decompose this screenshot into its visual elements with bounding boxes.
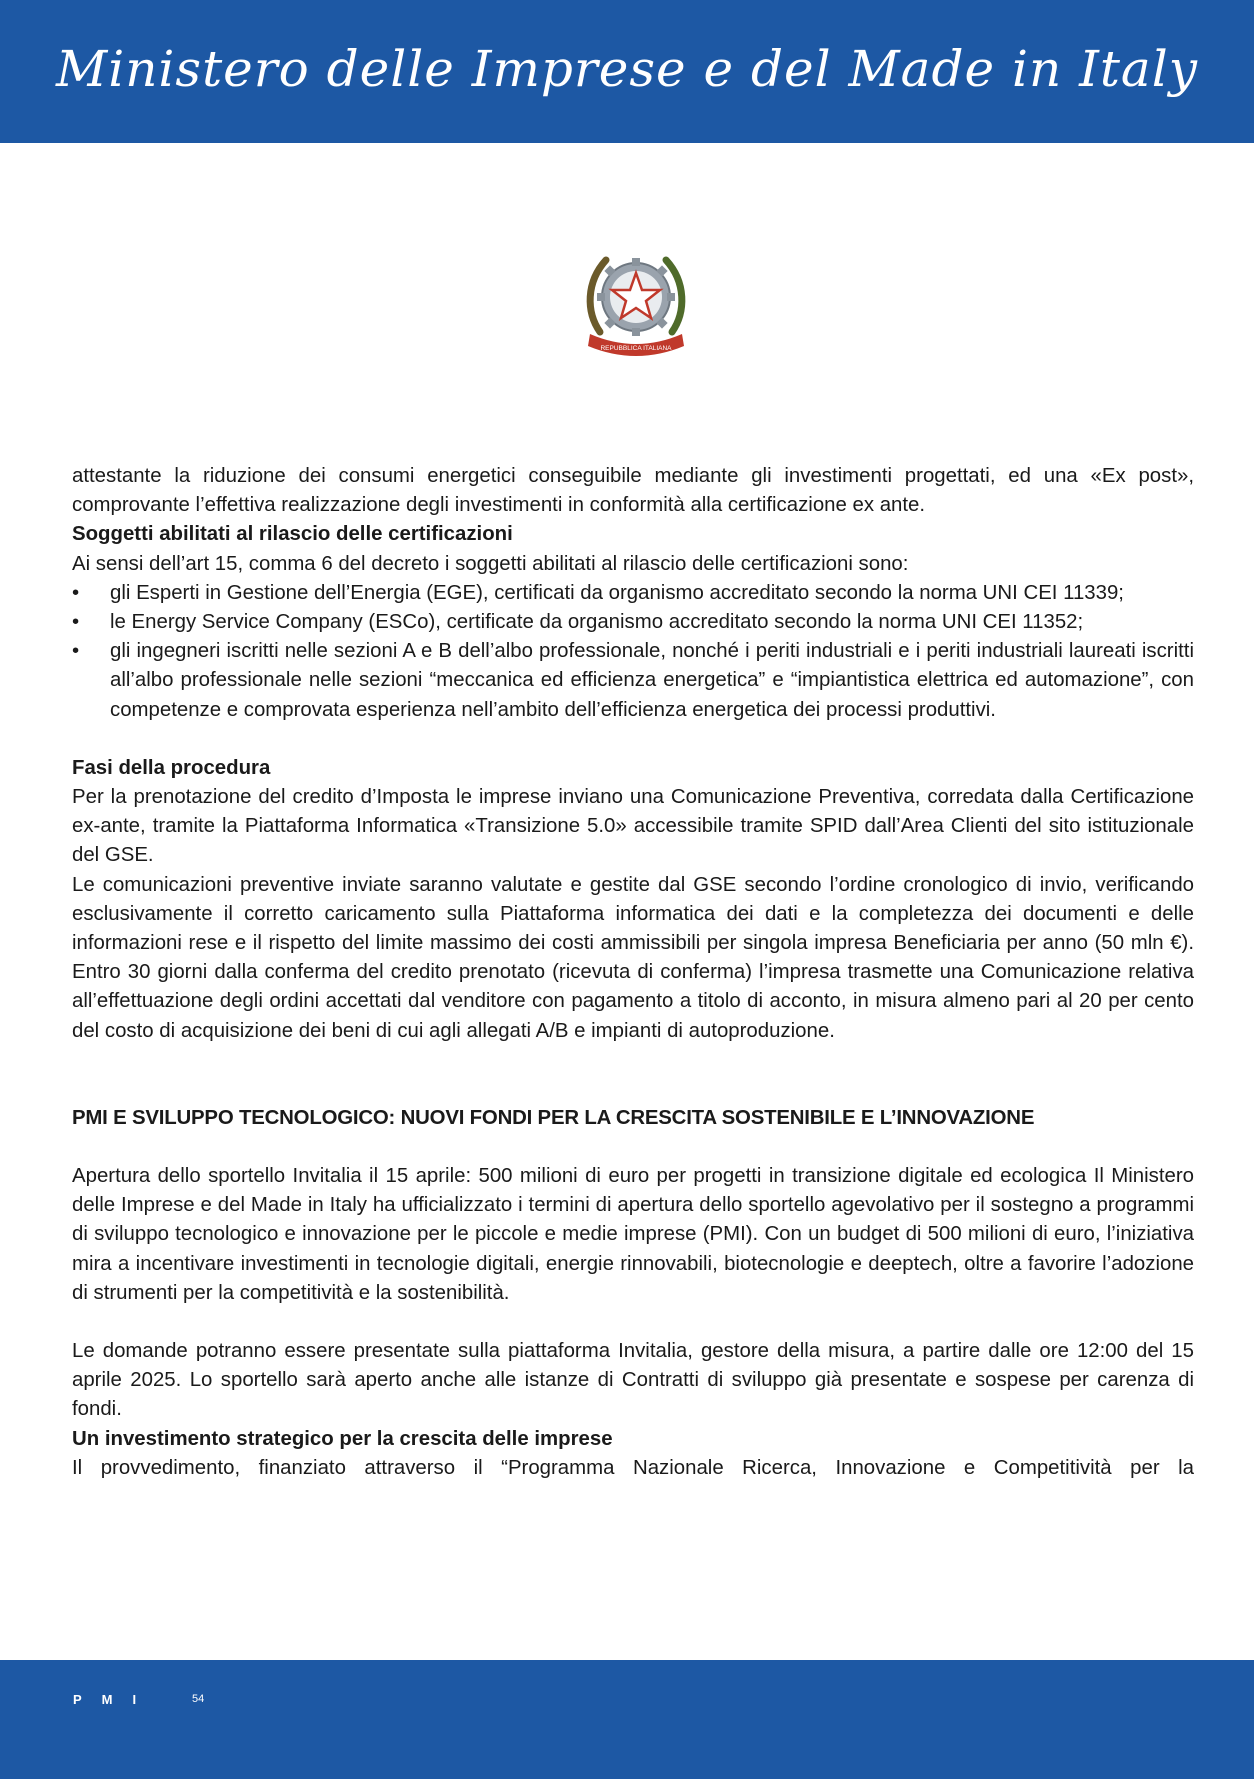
paragraph-pmi-2: Le domande potranno essere presentate sulla piattaforma Invitalia, gestore della misura, a partire dalle ore 12:00 del 15 aprile 2025. Lo sportello sarà aperto anche alle istanze di Contratti di sviluppo già presentate e sospese per carenza di fondi.: [72, 1340, 1194, 1421]
paragraph-fasi-2: Le comunicazioni preventive inviate saranno valutate e gestite dal GSE secondo l’ordine cronologico di invio, verificando esclusivamente il corretto caricamento sulla Piattaforma informatica dei dati e la completezza dei documenti e delle informazioni rese e il rispetto del limite massimo dei costi ammissibili per singola impresa Beneficiaria per anno (50 mln €). Entro 30 giorni dalla conferma del credito prenotato (ricevuta di conferma) l’impresa trasmette una Comunicazione relativa all’effettuazione degli ordini accettati dal venditore con pagamento a titolo di acconto, in misura almeno pari al 20 per cento del costo di acquisizione dei beni di cui agli allegati A/B e impianti di autoproduzione.: [72, 873, 1194, 1042]
page-number: 54: [192, 1693, 205, 1705]
paragraph-intro: attestante la riduzione dei consumi energetici conseguibile mediante gli investimenti progettati, ed una «Ex post», comprovante l’effettiva realizzazione degli investimenti in conformità alla certificazione ex ante.: [72, 465, 1194, 517]
list-item: [72, 637, 1194, 725]
spacer: [72, 1308, 1194, 1337]
bullet-icon: •: [72, 611, 80, 634]
heading-soggetti-abilitati: Soggetti abilitati al rilascio delle certificazioni: [72, 523, 513, 546]
list-item-text: gli Esperti in Gestione dell’Energia (EGE), certificati da organismo accreditato secondo la norma UNI CEI 11339;: [110, 581, 1124, 604]
footer-band: [0, 1660, 1254, 1779]
footer-section-label: PMI: [73, 1692, 157, 1707]
section-heading-pmi: PMI E SVILUPPO TECNOLOGICO: NUOVI FONDI PER LA CRESCITA SOSTENIBILE E L’INNOVAZIONE: [72, 1106, 1035, 1129]
bullet-icon: •: [72, 640, 80, 663]
ministry-title: Ministero delle Imprese e del Made in Italy: [56, 40, 1198, 98]
paragraph-soggetti: Ai sensi dell’art 15, comma 6 del decreto i soggetti abilitati al rilascio delle certificazioni sono:: [72, 552, 909, 575]
main-content: [72, 462, 1194, 1483]
heading-investimento-strategico: Un investimento strategico per la crescita delle imprese: [72, 1427, 613, 1450]
list-item-text: le Energy Service Company (ESCo), certificate da organismo accreditato secondo la norma UNI CEI 11352;: [110, 611, 1084, 634]
spacer: [72, 1133, 1194, 1162]
paragraph-fasi-1: Per la prenotazione del credito d’Imposta le imprese inviano una Comunicazione Preventiva, corredata dalla Certificazione ex-ante, tramite la Piattaforma Informatica «Transizione 5.0» accessibile tramite SPID dall’Area Clienti del sito istituzionale del GSE.: [72, 786, 1194, 867]
list-item: [72, 579, 1194, 608]
repubblica-italiana-emblem-icon: [580, 242, 692, 362]
paragraph-pmi-1: Apertura dello sportello Invitalia il 15 aprile: 500 milioni di euro per progetti in transizione digitale ed ecologica Il Ministero delle Imprese e del Made in Italy ha ufficializzato i termini di apertura dello sportello agevolativo per il sostegno a programmi di sviluppo tecnologico e innovazione per le piccole e medie imprese (PMI). Con un budget di 500 milioni di euro, l’iniziativa mira a incentivare investimenti in tecnologie digitali, energie rinnovabili, biotecnologie e deeptech, oltre a favorire l’adozione di strumenti per la competitività e la sostenibilità.: [72, 1165, 1194, 1304]
list-item: [72, 608, 1194, 637]
spacer: [72, 725, 1194, 754]
heading-fasi-procedura: Fasi della procedura: [72, 756, 271, 779]
emblem-motto: REPUBBLICA ITALIANA: [600, 345, 672, 352]
bullet-icon: •: [72, 581, 80, 604]
list-item-text: gli ingegneri iscritti nelle sezioni A e B dell’albo professionale, nonché i periti industriali e i periti industriali laureati iscritti all’albo professionale nelle sezioni “meccanica ed efficienza energetica” e “impiantistica elettrica ed automazione”, con competenze e comprovata esperienza nell’ambito dell’efficienza energetica dei processi produttivi.: [110, 640, 1194, 721]
spacer: [72, 1046, 1194, 1104]
paragraph-investimento: Il provvedimento, finanziato attraverso il “Programma Nazionale Ricerca, Innovazione e Competitività per la: [72, 1456, 1194, 1479]
certifiers-list: [72, 579, 1194, 725]
